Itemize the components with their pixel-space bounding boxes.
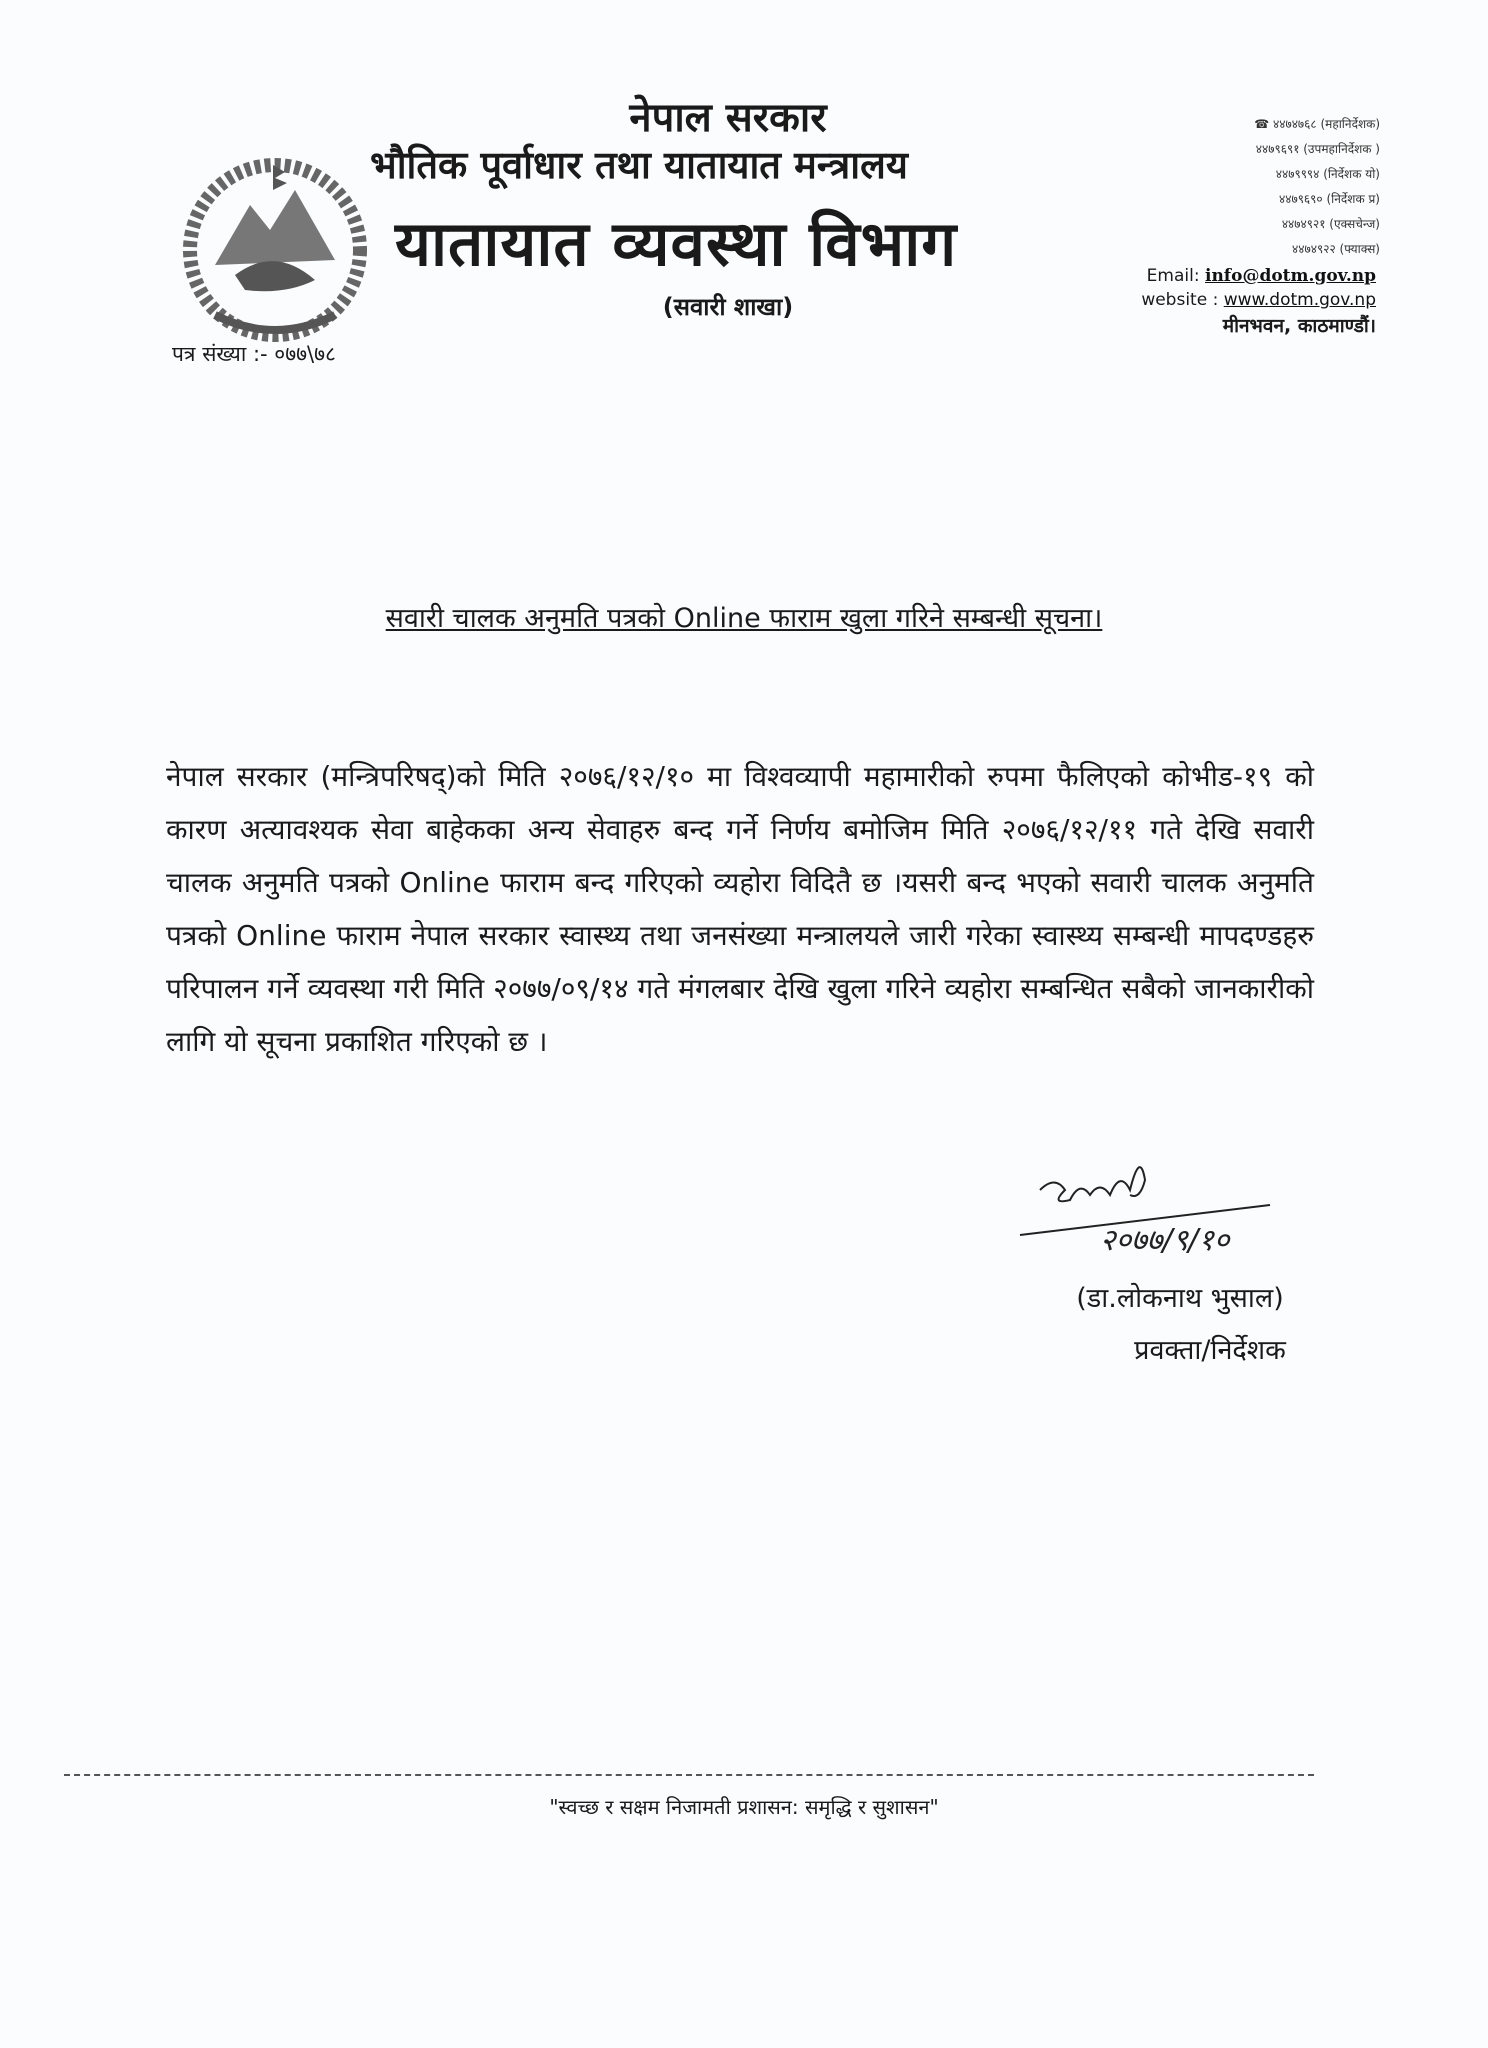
- signature-icon: [1010, 1150, 1310, 1270]
- footer-motto: "स्वच्छ र सक्षम निजामती प्रशासन: समृद्धि र सुशासन": [549, 1795, 939, 1819]
- address: मीनभवन, काठमाण्डौं।: [1222, 315, 1376, 337]
- phone-entry: ४४७९६९१ (उपमहानिर्देशक ): [1255, 142, 1380, 156]
- section-heading: (सवारी शाखा): [662, 293, 794, 321]
- phone-entry: ४४७९६९० (निर्देशक प्र): [1278, 192, 1380, 206]
- signature-date: २०७७/९/१०: [1100, 1223, 1230, 1258]
- phone-icon: ☎: [1254, 117, 1270, 131]
- signatory-designation: प्रवक्ता/निर्देशक: [1134, 1335, 1286, 1366]
- body-paragraph: नेपाल सरकार (मन्त्रिपरिषद्)को मिति २०७६/१२/१० मा विश्वव्यापी महामारीको रुपमा फैलिएको कोभीड-१९ को कारण अत्यावश्यक सेवा बाहेकका अन्य सेवाहरु बन्द गर्ने निर्णय बमोजिम मिति २०७६/१२/११ गते देखि सवारी चालक अनुमति पत्रको Online फाराम बन्द गरिएको व्यहोरा विदितै छ ।यसरी बन्द भएको सवारी चालक अनुमति पत्रको Online फाराम नेपाल सरकार स्वास्थ्य तथा जनसंख्या मन्त्रालयले जारी गरेका स्वास्थ्य सम्बन्धी मापदण्डहरु परिपालन गर्ने व्यवस्था गरी मिति २०७७/०९/१४ गते मंगलबार देखि खुला गरिने व्यहोरा सम्बन्धित सबैको जानकारीको लागि यो सूचना प्रकाशित गरिएको छ ।: [166, 760, 1314, 1058]
- government-heading: नेपाल सरकार: [629, 95, 827, 141]
- phone-entry: ☎ ४४७४७६८ (महानिर्देशक): [1254, 117, 1380, 131]
- phone-list: [1150, 112, 1380, 262]
- signatory-name: (डा.लोकनाथ भुसाल): [1076, 1283, 1284, 1314]
- footer-divider: [64, 1774, 1314, 1776]
- phone-entry: ४४७४९२२ (फ्याक्स): [1292, 242, 1380, 256]
- reference-number: पत्र संख्या :- ०७७\७८: [172, 342, 336, 366]
- ministry-heading: भौतिक पूर्वाधार तथा यातायात मन्त्रालय: [370, 143, 908, 187]
- website-label: website :: [1141, 290, 1219, 310]
- phone-entry: ४४७४९२१ (एक्सचेन्ज): [1281, 217, 1380, 231]
- email-link[interactable]: info@dotm.gov.np: [1204, 266, 1376, 286]
- phone-entry: ४४७९९९४ (निर्देशक यो): [1275, 167, 1380, 181]
- department-heading: यातायात व्यवस्था विभाग: [395, 207, 958, 280]
- subject-line: सवारी चालक अनुमति पत्रको Online फाराम खुला गरिने सम्बन्धी सूचना।: [385, 603, 1103, 634]
- email-label: Email:: [1146, 266, 1200, 286]
- website-link[interactable]: www.dotm.gov.np: [1223, 290, 1376, 310]
- web-contacts: [1080, 264, 1376, 312]
